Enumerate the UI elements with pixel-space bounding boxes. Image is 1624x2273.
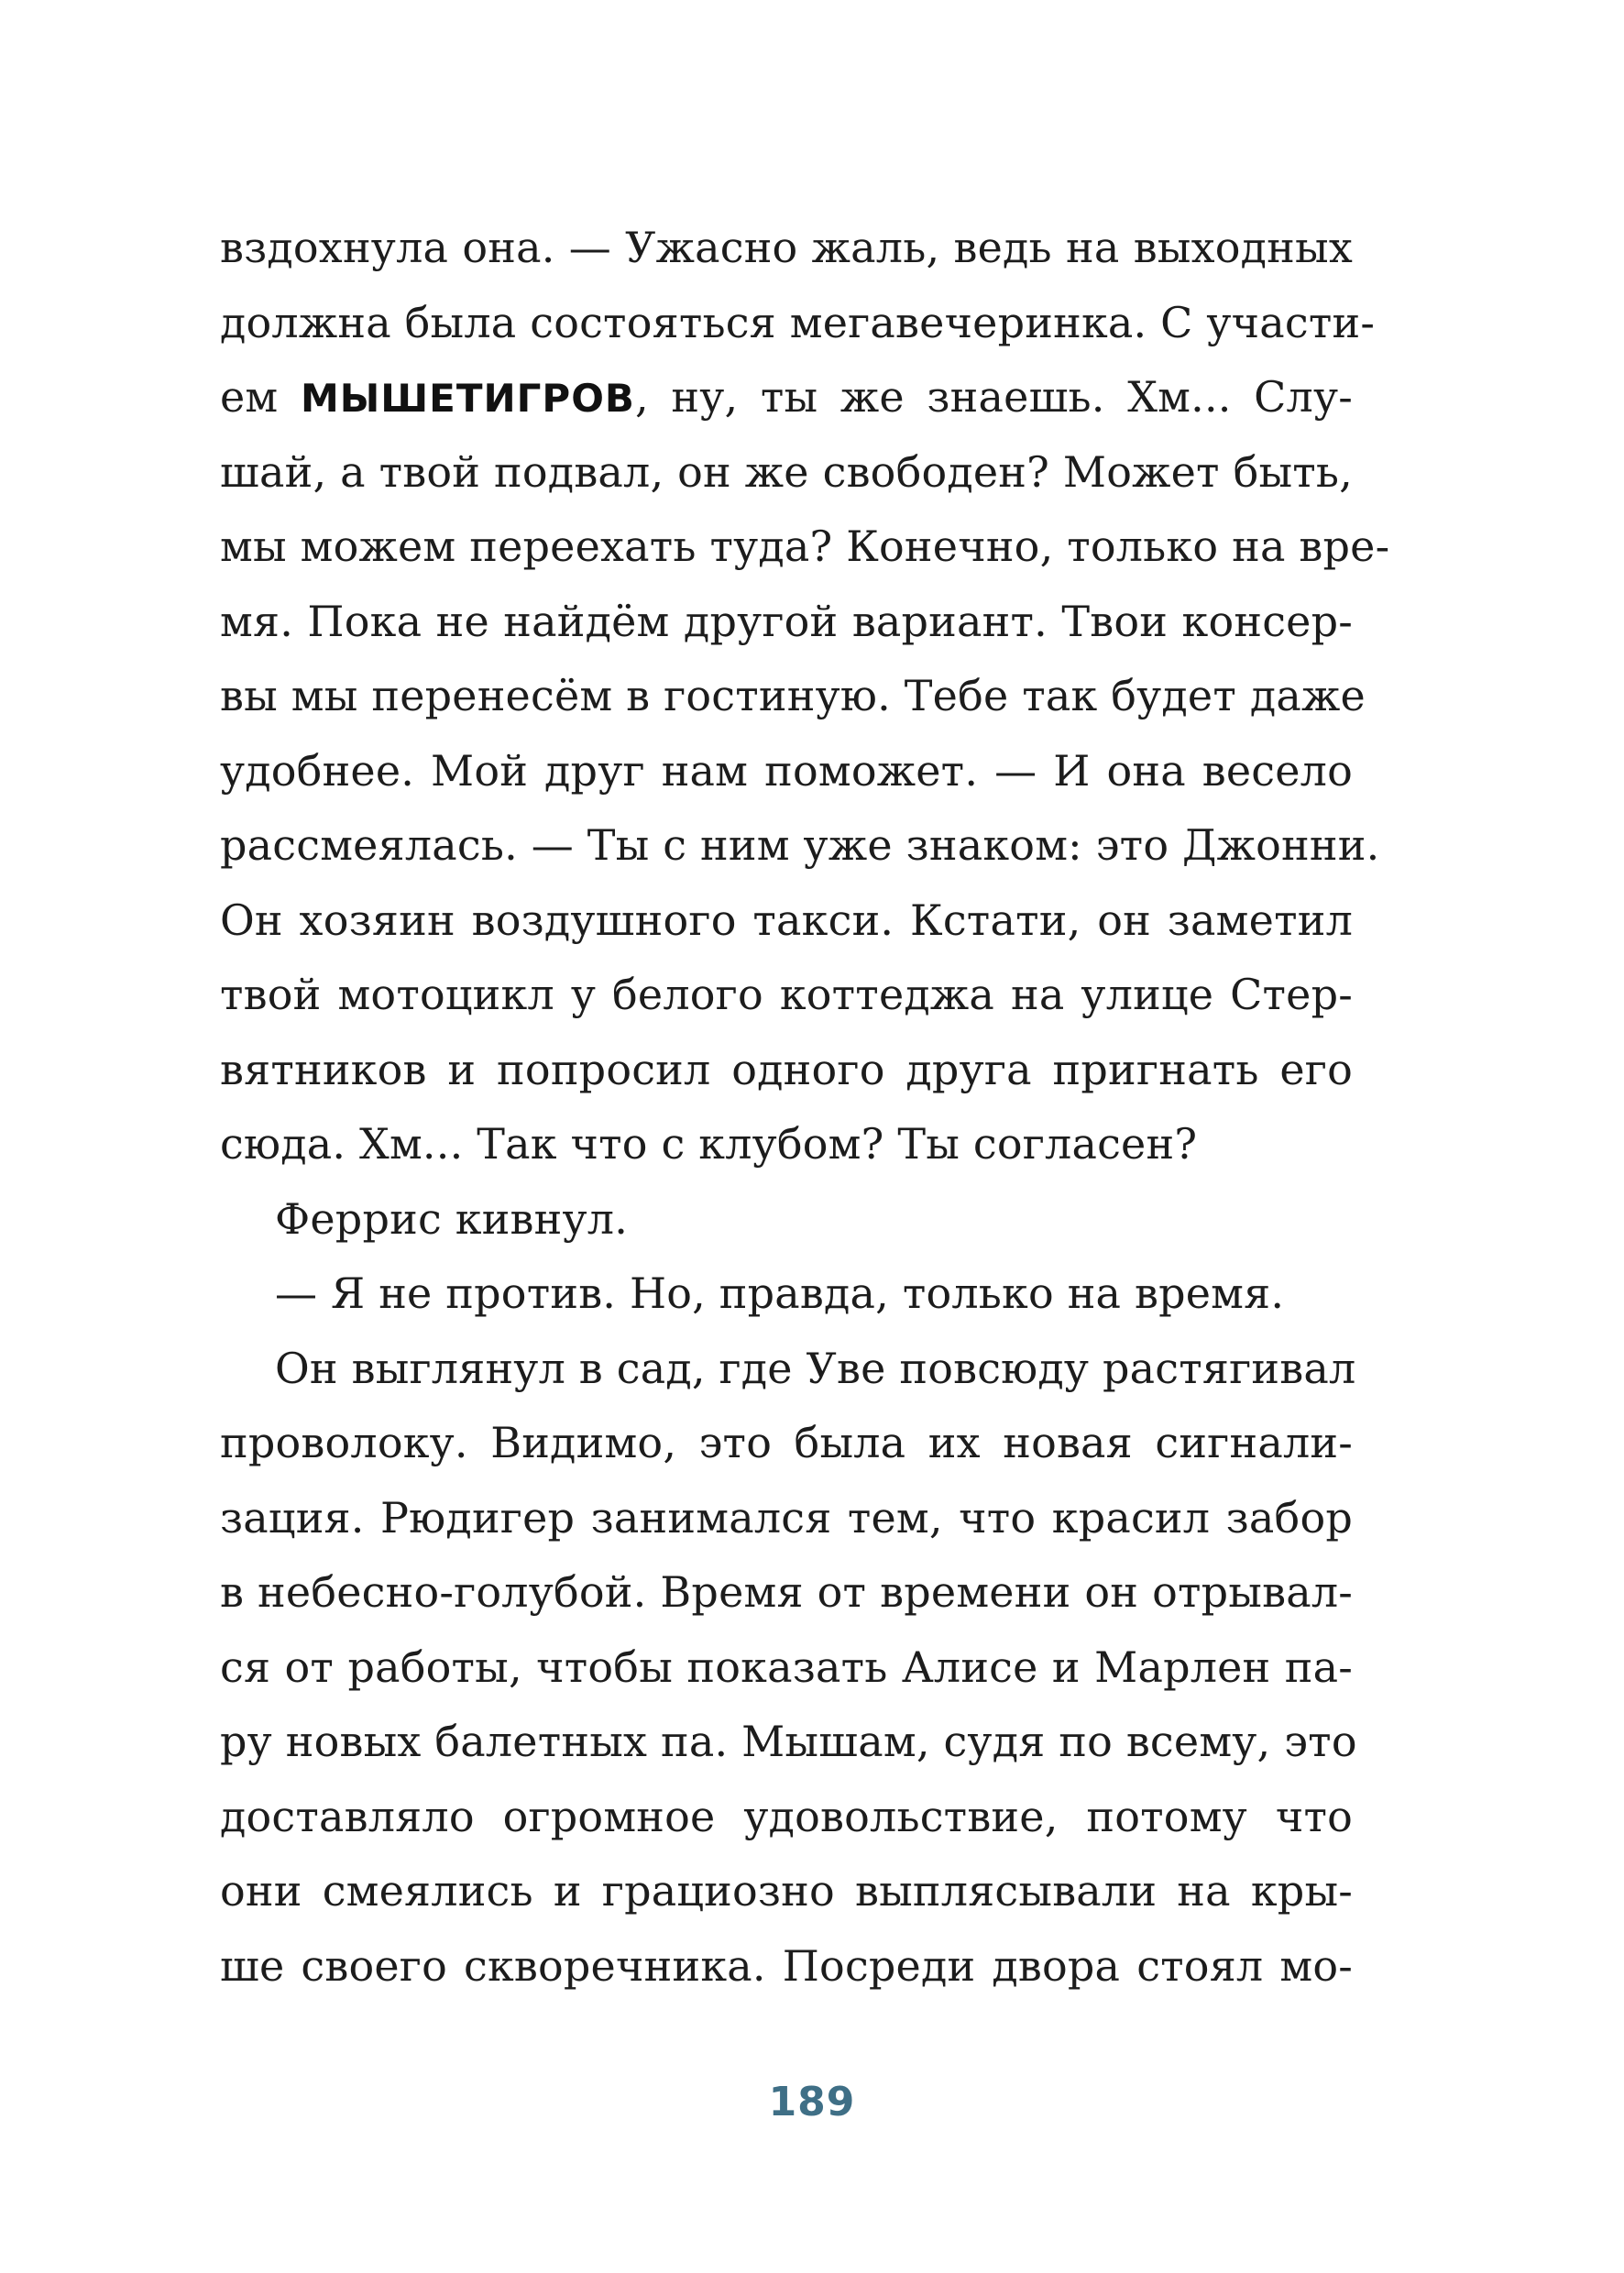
text-line: ся от работы, чтобы показать Алисе и Марлен па- (220, 1642, 1353, 1692)
text-line: зация. Рюдигер занимался тем, что красил забор (220, 1492, 1353, 1543)
text-fragment: ем (220, 372, 301, 422)
text-line: проволоку. Видимо, это была их новая сигнали- (220, 1418, 1353, 1467)
text-line: мы можем переехать туда? Конечно, только на вре- (220, 522, 1390, 571)
text-line: вздохнула она. — Ужасно жаль, ведь на выходных (220, 223, 1353, 272)
text-line: твой мотоцикл у белого коттеджа на улице Стер- (220, 970, 1353, 1019)
text-line: вы мы перенесём в гостиную. Тебе так будет даже (220, 671, 1366, 720)
text-line: доставляло огромное удовольствие, потому что (220, 1791, 1353, 1841)
text-line: Феррис кивнул. (275, 1193, 629, 1244)
text-line: должна была состояться мегавечеринка. С участи- (220, 297, 1376, 347)
text-line: Он хозяин воздушного такси. Кстати, он заметил (220, 895, 1353, 945)
text-fragment: , ну, ты же знаешь. Хм... Слу- (634, 372, 1353, 422)
text-line: — Я не против. Но, правда, только на время. (275, 1268, 1285, 1318)
text-line: ше своего скворечника. Посреди двора стоял мо- (220, 1940, 1353, 1991)
page-number: 189 (768, 2079, 856, 2125)
text-line: мя. Пока не найдём другой вариант. Твои консер- (220, 596, 1353, 646)
text-line: сюда. Хм... Так что с клубом? Ты согласен? (220, 1119, 1198, 1169)
text-line (220, 360, 1353, 435)
text-line: они смеялись и грациозно выплясывали на кры- (220, 1866, 1353, 1916)
text-line: рассмеялась. — Ты с ним уже знаком: это Джонни. (220, 820, 1380, 870)
text-line: шай, а твой подвал, он же свободен? Может быть, (220, 446, 1353, 497)
text-line: Он выглянул в сад, где Уве повсюду растягивал (275, 1343, 1356, 1393)
text-line: удобнее. Мой друг нам поможет. — И она весело (220, 745, 1353, 796)
text-line: вятников и попросил одного друга пригнать его (220, 1044, 1353, 1094)
body-text (220, 211, 1390, 2004)
text-line: ру новых балетных па. Мышам, судя по всему, это (220, 1717, 1357, 1766)
emphasized-word: МЫШЕТИГРОВ (300, 376, 635, 421)
text-line: в небесно-голубой. Время от времени он отрывал- (220, 1567, 1353, 1617)
